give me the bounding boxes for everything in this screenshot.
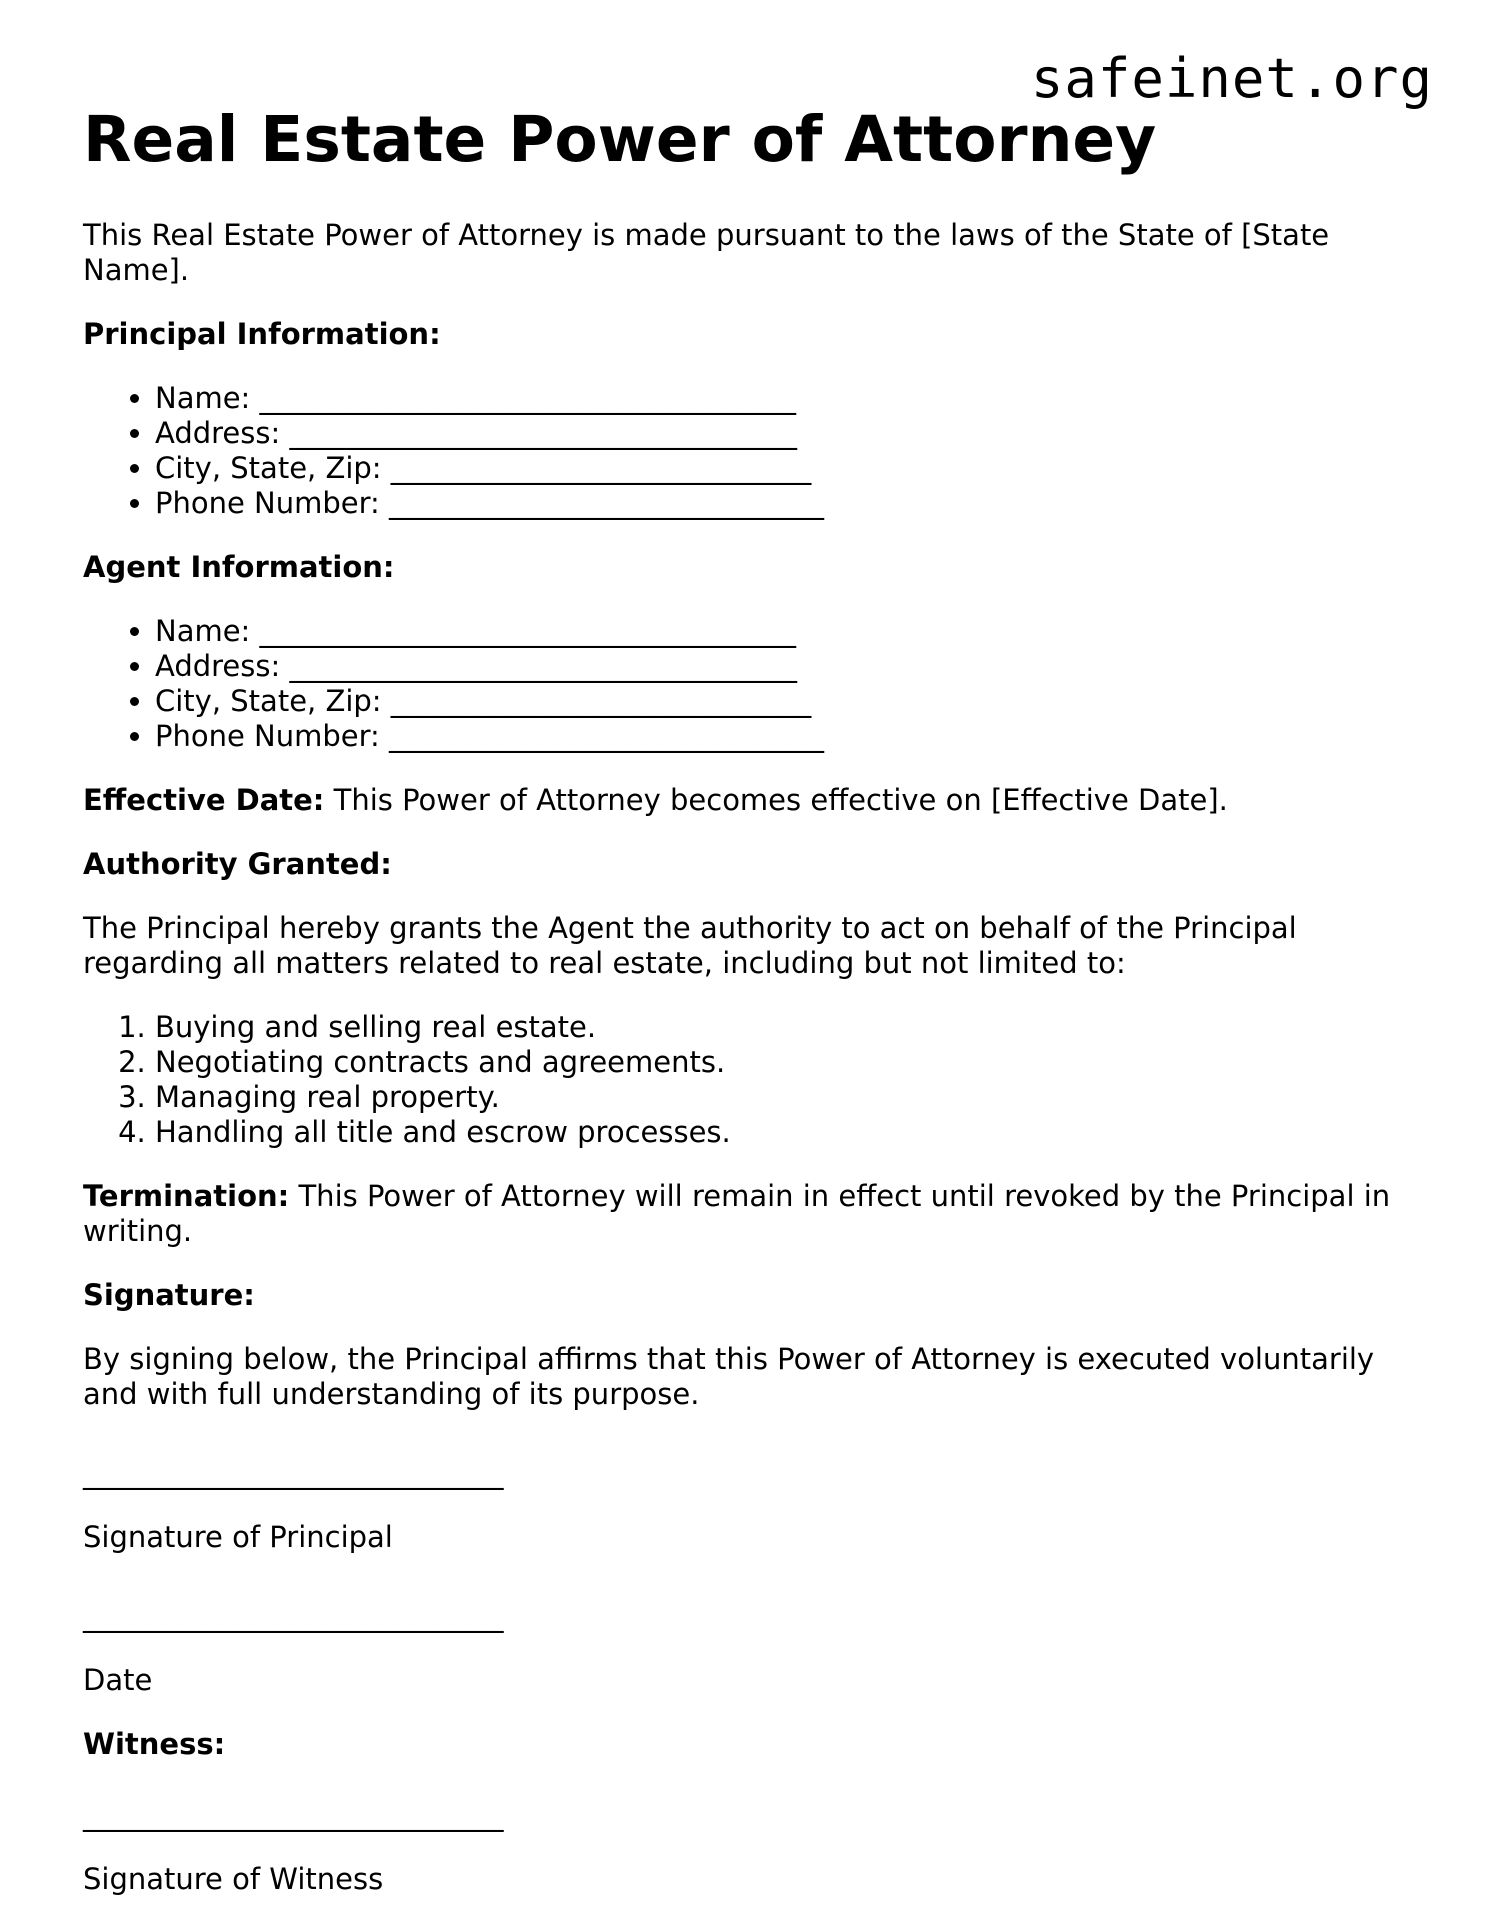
page-title: Real Estate Power of Attorney xyxy=(83,103,1157,176)
principal-field-list xyxy=(83,381,1413,521)
agent-heading: Agent Information: xyxy=(83,550,395,584)
effective-date-label: Effective Date: xyxy=(83,783,325,817)
effective-date-text: This Power of Attorney becomes effective on [Effective Date]. xyxy=(324,783,1228,817)
date-caption: Date xyxy=(83,1663,153,1697)
watermark: safeinet.org xyxy=(1030,47,1433,110)
authority-paragraph: The Principal hereby grants the Agent the authority to act on behalf of the Principal regarding all matters related to real estate, including but not limited to: xyxy=(83,911,1297,980)
termination-label: Termination: xyxy=(83,1179,290,1213)
principal-heading: Principal Information: xyxy=(83,317,441,351)
authority-heading: Authority Granted: xyxy=(83,847,392,881)
signature-paragraph: By signing below, the Principal affirms that this Power of Attorney is executed voluntarily and with full understanding of its purpose. xyxy=(83,1342,1375,1411)
witness-block xyxy=(83,1798,1413,1897)
principal-city-state-zip-field: • City, State, Zip: _____________________________ xyxy=(155,451,1413,486)
termination-paragraph xyxy=(83,1179,1413,1249)
agent-field-list xyxy=(83,614,1413,754)
principal-signature-line: _____________________________ xyxy=(83,1456,504,1490)
witness-signature-line: _____________________________ xyxy=(83,1798,504,1832)
signature-heading: Signature: xyxy=(83,1278,255,1312)
effective-date-paragraph xyxy=(83,783,1413,818)
authority-list xyxy=(83,1010,1413,1150)
witness-signature-caption: Signature of Witness xyxy=(83,1862,384,1896)
authority-item: 2. Negotiating contracts and agreements. xyxy=(155,1045,1413,1080)
intro-paragraph: This Real Estate Power of Attorney is made pursuant to the laws of the State of [State Name]. xyxy=(83,218,1330,287)
principal-signature-caption: Signature of Principal xyxy=(83,1520,393,1554)
authority-item: 1. Buying and selling real estate. xyxy=(155,1010,1413,1045)
termination-text: This Power of Attorney will remain in effect until revoked by the Principal in writing. xyxy=(83,1179,1391,1248)
date-line: _____________________________ xyxy=(83,1599,504,1633)
principal-name-field: • Name: _____________________________________ xyxy=(155,381,1413,416)
authority-item: 4. Handling all title and escrow processes. xyxy=(155,1115,1413,1150)
witness-heading: Witness: xyxy=(83,1727,226,1761)
agent-city-state-zip-field: • City, State, Zip: _____________________________ xyxy=(155,684,1413,719)
principal-phone-field: • Phone Number: ______________________________ xyxy=(155,486,1413,521)
agent-phone-field: • Phone Number: ______________________________ xyxy=(155,719,1413,754)
signature-block xyxy=(83,1456,1413,1698)
authority-item: 3. Managing real property. xyxy=(155,1080,1413,1115)
document-body xyxy=(83,100,1413,1926)
principal-address-field: • Address: ___________________________________ xyxy=(155,416,1413,451)
agent-address-field: • Address: ___________________________________ xyxy=(155,649,1413,684)
agent-name-field: • Name: _____________________________________ xyxy=(155,614,1413,649)
